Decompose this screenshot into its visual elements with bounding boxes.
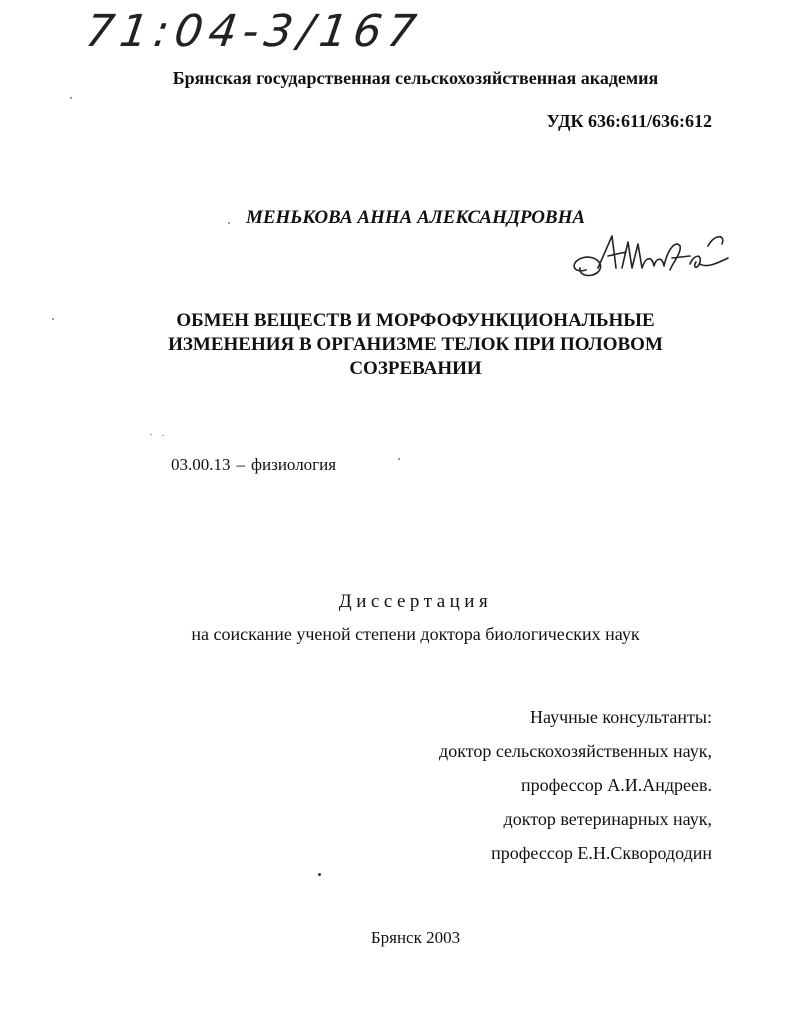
consultants-heading: Научные консультанты: (530, 707, 712, 727)
specialty-line (171, 455, 336, 475)
specialty-separator: – (236, 455, 245, 474)
title-line: ИЗМЕНЕНИЯ В ОРГАНИЗМЕ ТЕЛОК ПРИ ПОЛОВОМ (168, 334, 663, 355)
specialty-name: физиология (251, 455, 337, 474)
scan-speck (70, 97, 72, 99)
scan-speck (52, 318, 54, 320)
scan-speck (318, 873, 321, 876)
author-signature-icon (568, 228, 743, 288)
scientific-consultants (439, 700, 712, 870)
scan-speck (162, 435, 164, 436)
degree-statement: на соискание ученой степени доктора биологических наук (191, 624, 640, 644)
consultant-line: доктор ветеринарных наук, (503, 809, 712, 829)
title-line: СОЗРЕВАНИИ (349, 358, 482, 379)
consultant-line: доктор сельскохозяйственных наук, (439, 741, 712, 761)
city-and-year: Брянск 2003 (370, 928, 461, 947)
consultant-line: профессор Е.Н.Скворододин (491, 843, 712, 863)
consultant-line: профессор А.И.Андреев. (521, 775, 712, 795)
author-name: МЕНЬКОВА АННА АЛЕКСАНДРОВНА (245, 207, 586, 228)
dissertation-title (0, 309, 791, 381)
scan-speck (228, 222, 230, 224)
document-type: Диссертация (338, 591, 493, 612)
title-line: ОБМЕН ВЕЩЕСТВ И МОРФОФУНКЦИОНАЛЬНЫЕ (176, 310, 655, 331)
specialty-code: 03.00.13 (171, 455, 231, 474)
scan-speck (398, 458, 400, 460)
udk-code: УДК 636:611/636:612 (546, 111, 712, 131)
institution-name: Брянская государственная сельскохозяйственная академия (172, 68, 659, 88)
scan-speck (150, 434, 152, 435)
handwritten-archive-number: 71:04-3/167 (82, 6, 426, 57)
